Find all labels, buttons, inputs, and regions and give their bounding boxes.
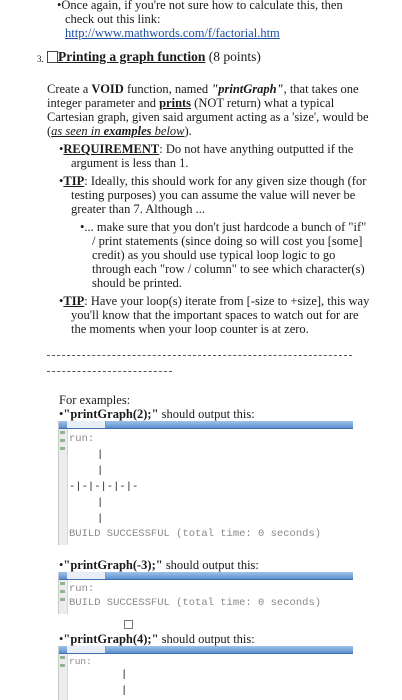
requirement-line-1: •REQUIREMENT: Do not have anything outputted if the xyxy=(59,142,354,156)
build-status: BUILD SUCCESSFUL (total time: 0 seconds) xyxy=(69,597,322,609)
separator-dashed-short xyxy=(47,371,172,372)
console-run-label: run: xyxy=(69,433,95,445)
para-line-4: (as seen in examples below). xyxy=(47,124,192,138)
output-console-1 xyxy=(58,421,353,545)
graph-axis-row: -|-|-|-|-|- xyxy=(69,481,139,493)
graph-row: | xyxy=(97,449,104,461)
gutter-icon[interactable] xyxy=(60,590,65,593)
output-console-3 xyxy=(58,646,353,700)
console-run-label: run: xyxy=(69,656,92,667)
tip1-line-1: •TIP: Ideally, this should work for any given size though (for xyxy=(59,174,367,188)
tip2-line-2: you'll know that the important spaces to watch out for are xyxy=(71,308,359,322)
example-2-caption: •"printGraph(-3);" should output this: xyxy=(59,558,259,572)
empty-checkbox-icon xyxy=(124,620,133,629)
tip2-line-1: •TIP: Have your loop(s) iterate from [-size to +size], this way xyxy=(59,294,370,308)
graph-row: | xyxy=(97,465,104,477)
gutter-icon[interactable] xyxy=(60,439,65,442)
console-gutter xyxy=(59,429,68,545)
factorial-link[interactable]: http://www.mathwords.com/f/factorial.htm xyxy=(65,26,280,40)
tip1-line-3: greater than 7. Although ... xyxy=(71,202,205,216)
graph-row: | xyxy=(121,669,128,681)
para-line-3: Cartesian graph, given said argument acting as a 'size', would be xyxy=(47,110,369,124)
console-gutter xyxy=(59,654,68,700)
sub-line-4: through each "row / column" to see which character(s) xyxy=(92,262,365,276)
separator-dashed xyxy=(47,355,352,356)
console-gutter xyxy=(59,580,68,614)
requirement-line-2: argument is less than 1. xyxy=(71,156,189,170)
build-status: BUILD SUCCESSFUL (total time: 0 seconds) xyxy=(69,528,322,540)
bullet-dot: • xyxy=(59,142,64,156)
bullet-dot: • xyxy=(59,174,64,188)
bullet-dot: • xyxy=(59,632,64,646)
intro-line-1: •Once again, if you're not sure how to calculate this, then xyxy=(57,0,343,12)
console-run-label: run: xyxy=(69,583,95,595)
section-number: 3. xyxy=(37,54,44,64)
sub-line-5: should be printed. xyxy=(92,276,182,290)
gutter-icon[interactable] xyxy=(60,447,65,450)
tip2-line-3: the moments when your loop counter is at zero. xyxy=(71,322,309,336)
console-tab[interactable] xyxy=(67,421,106,428)
bullet-dot: • xyxy=(59,294,64,308)
section-checkbox[interactable] xyxy=(47,51,58,63)
bullet-dot: • xyxy=(59,558,64,572)
section-title: Printing a graph function (8 points) xyxy=(58,49,261,64)
output-console-2 xyxy=(58,572,353,614)
sub-line-1: •... make sure that you don't just hardcode a bunch of "if" xyxy=(80,220,367,234)
sub-line-2: / print statements (since doing so will cost you [some] xyxy=(92,234,363,248)
bullet-dot: • xyxy=(57,0,62,12)
sub-line-3: credit) as you should use typical loop logic to go xyxy=(92,248,336,262)
graph-row: | xyxy=(121,685,128,697)
intro-line-2: check out this link: xyxy=(65,12,161,26)
gutter-icon[interactable] xyxy=(60,431,65,434)
gutter-icon[interactable] xyxy=(60,664,65,667)
gutter-icon[interactable] xyxy=(60,598,65,601)
example-1-caption: •"printGraph(2);" should output this: xyxy=(59,407,255,421)
console-tab[interactable] xyxy=(67,646,106,653)
gutter-icon[interactable] xyxy=(60,582,65,585)
bullet-dot: • xyxy=(80,220,85,234)
gutter-icon[interactable] xyxy=(60,656,65,659)
tip1-line-2: testing purposes) you can assume the value will never be xyxy=(71,188,356,202)
para-line-2: integer parameter and prints (NOT return) what a typical xyxy=(47,96,335,110)
bullet-dot: • xyxy=(59,407,64,421)
graph-row: | xyxy=(97,513,104,525)
example-3-caption: •"printGraph(4);" should output this: xyxy=(59,632,255,646)
console-tab[interactable] xyxy=(67,572,106,579)
graph-row: | xyxy=(97,497,104,509)
para-line-1: Create a VOID function, named "printGraph", that takes one xyxy=(47,82,359,96)
examples-heading: For examples: xyxy=(59,393,131,407)
